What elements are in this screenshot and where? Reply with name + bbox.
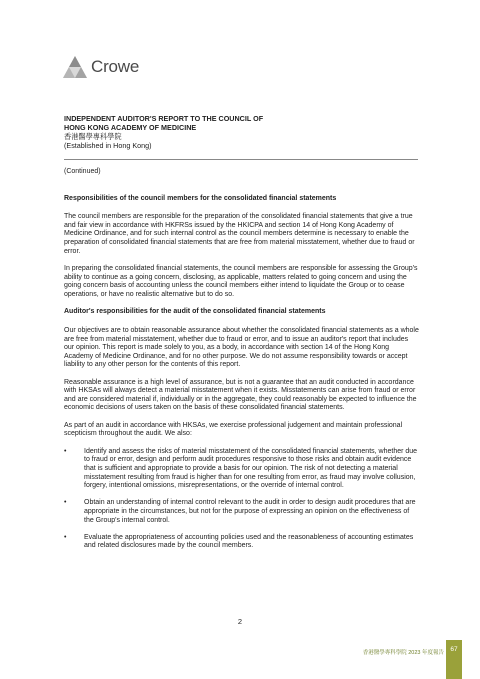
list-item-text: Evaluate the appropriateness of accounting policies used and the reasonableness of accounting estimates and related disclosures made by the council members. xyxy=(84,533,414,550)
logo-text: Crowe xyxy=(91,57,140,76)
continued-label: (Continued) xyxy=(64,168,101,175)
section1-heading: Responsibilities of the council members for the consolidated financial statements xyxy=(64,194,337,202)
footer-title: 香港醫學專科學院 2023 年度報告 xyxy=(362,650,444,656)
report-title-line1: INDEPENDENT AUDITOR'S REPORT TO THE COUNCIL OF xyxy=(64,114,264,123)
established-note: (Established in Hong Kong) xyxy=(64,141,152,150)
bullet-icon: • xyxy=(64,447,67,455)
list-item-text: Identify and assess the risks of material misstatement of the consolidated financial statements, whether due to fraud or error, design and perform audit procedures responsive to those risks and obtain audit evidence that is sufficient and appropriate to provide a basis for our opinion. The risk of not detecting a material misstatement resulting from fraud is higher than for one resulting from error, as fraud may involve collusion, forgery, intentional omissions, misrepresentations, or the override of internal control. xyxy=(84,447,418,490)
report-header xyxy=(64,114,424,150)
section2-paragraph2: Reasonable assurance is a high level of assurance, but is not a guarantee that an audit conducted in accordance with HKSAs will always detect a material misstatement when it exists. Misstatements can arise from fraud or error and are considered material if, individually or in the aggregate, they could reasonably be expected to influence the economic decisions of users taken on the basis of these consolidated financial statements. xyxy=(64,378,417,412)
section2-heading: Auditor's responsibilities for the audit of the consolidated financial statements xyxy=(64,308,326,316)
header-divider xyxy=(64,159,418,160)
section2-paragraph3: As part of an audit in accordance with HKSAs, we exercise professional judgement and maintain professional scepticism throughout the audit. We also: xyxy=(64,421,403,438)
bullet-icon: • xyxy=(64,499,67,507)
list-item xyxy=(64,499,419,525)
section1-paragraph2: In preparing the consolidated financial statements, the council members are responsible for assessing the Group's ability to continue as a going concern, disclosing, as applicable, matters related to going concern and using the going concern basis of accounting unless the council members either intend to liquidate the Group or to cease operations, or have no realistic alternative but to do so. xyxy=(64,264,418,298)
page-number: 2 xyxy=(237,617,243,626)
section1-paragraph1: The council members are responsible for the preparation of the consolidated financial statements that give a true and fair view in accordance with HKFRSs issued by the HKICPA and section 14 of Hong Kong Academy of Medicine Ordinance, and for such internal control as the council members determine is necessary to enable the preparation of consolidated financial statements that are free from material misstatement, whether due to fraud or error. xyxy=(64,213,415,255)
footer-page-badge xyxy=(446,640,462,679)
list-item xyxy=(64,448,419,491)
list-item-text: Obtain an understanding of internal control relevant to the audit in order to design audit procedures that are appropriate in the circumstances, but not for the purpose of expressing an opinion on the effectiveness of the Group's internal control. xyxy=(84,499,416,524)
crowe-triangle-icon xyxy=(62,55,88,79)
report-body xyxy=(64,168,419,560)
report-title-line2: HONG KONG ACADEMY OF MEDICINE xyxy=(64,123,197,132)
section2-paragraph1: Our objectives are to obtain reasonable assurance about whether the consolidated financial statements as a whole are free from material misstatement, whether due to fraud or error, and to issue an auditor's report that includes our opinion. This report is made solely to you, as a body, in accordance with section 14 of the Hong Kong Academy of Medicine Ordinance, and for no other purpose. We do not assume responsibility towards or accept liability to any other person for the contents of this report. xyxy=(64,326,419,369)
footer-page-number: 67 xyxy=(450,646,458,653)
chinese-name: 香港醫學專科學院 xyxy=(64,132,122,141)
list-item xyxy=(64,534,419,551)
procedures-list xyxy=(64,448,419,551)
bullet-icon: • xyxy=(64,533,67,541)
crowe-logo xyxy=(62,53,139,81)
